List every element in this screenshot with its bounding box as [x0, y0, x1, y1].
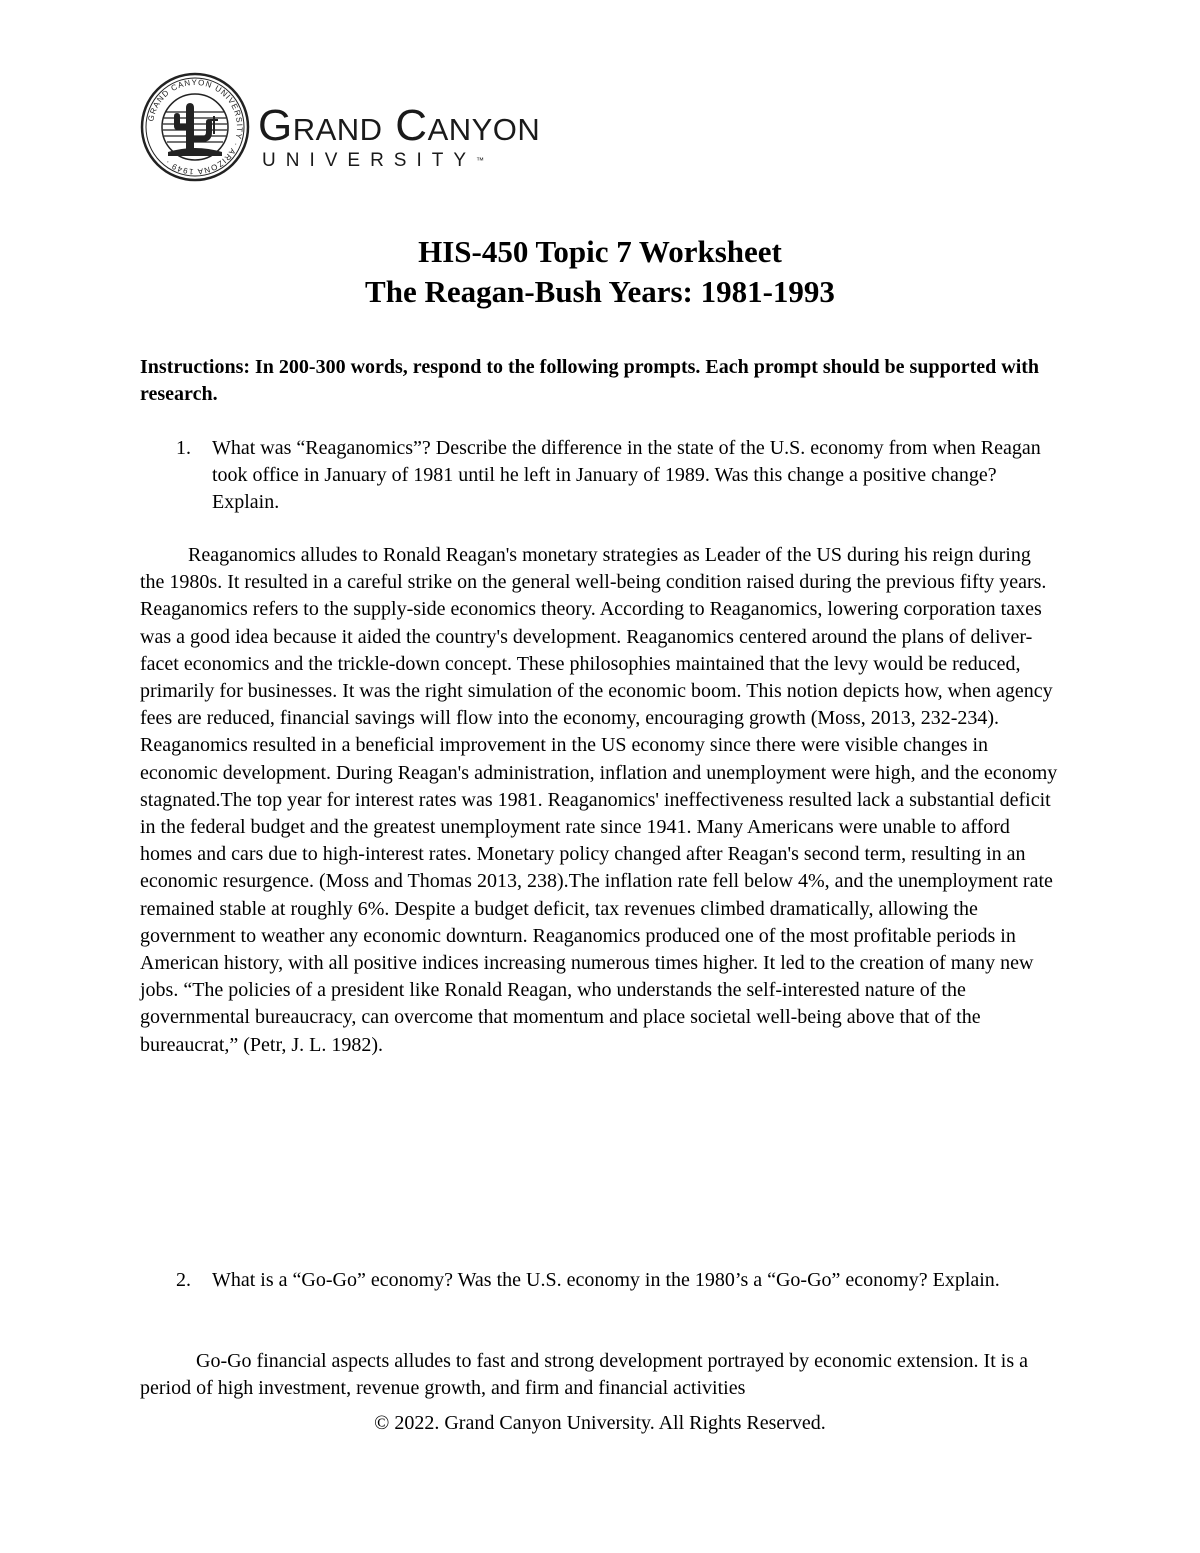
university-name: Grand Canyon: [258, 101, 541, 150]
question-text: What is a “Go-Go” economy? Was the U.S. economy in the 1980’s a “Go-Go” economy? Explain.: [212, 1269, 1000, 1291]
question-text: What was “Reaganomics”? Describe the difference in the state of the U.S. economy from when Reagan took office in January of 1981 until he left in January of 1989. Was this change a positive change? Explain.: [212, 437, 1041, 513]
university-subtitle: UNIVERSITY™: [262, 150, 485, 171]
university-wordmark: [258, 102, 540, 172]
svg-text:GRAND CANYON UNIVERSITY · ARIZ: GRAND CANYON UNIVERSITY · ARIZONA 1949 ·: [146, 77, 245, 177]
copyright-footer: © 2022. Grand Canyon University. All Rights Reserved.: [374, 1412, 826, 1434]
question-2: [140, 1267, 1060, 1294]
question-1: [140, 435, 1060, 516]
worksheet-subtitle: The Reagan-Bush Years: 1981-1993: [365, 274, 835, 309]
university-logo: [140, 72, 640, 188]
university-seal-icon: [140, 72, 250, 182]
question-number: 2.: [176, 1269, 191, 1291]
title-block: [0, 232, 1200, 312]
answer-1: Reaganomics alludes to Ronald Reagan's monetary strategies as Leader of the US during his reign during the 1980s. It resulted in a careful strike on the general well-being condition raised during the previous fifty years. Reaganomics refers to the supply-side economics theory. According to Reaganomics, lowering corporation taxes was a good idea because it aided the country's development. Reaganomics centered around the plans of deliver-facet economics and the trickle-down concept. These philosophies maintained that the levy would be reduced, primarily for businesses. It was the right simulation of the economic boom. This notion depicts how, when agency fees are reduced, financial savings will flow into the economy, encouraging growth (Moss, 2013, 232-234). Reaganomics resulted in a beneficial improvement in the US economy since there were visible changes in economic development. During Reagan's administration, inflation and unemployment were high, and the economy stagnated.The top year for interest rates was 1981. Reaganomics' ineffectiveness resulted lack a substantial deficit in the federal budget and the greatest unemployment rate since 1941. Many Americans were unable to afford homes and cars due to high-interest rates. Monetary policy changed after Reagan's second term, resulting in an economic resurgence. (Moss and Thomas 2013, 238).The inflation rate fell below 4%, and the unemployment rate remained stable at roughly 6%. Despite a budget deficit, tax revenues climbed dramatically, allowing the government to weather any economic downturn. Reaganomics produced one of the most profitable periods in American history, with all positive indices increasing numerous times higher. It led to the creation of many new jobs. “The policies of a president like Ronald Reagan, who understands the self-interested nature of the governmental bureaucracy, can overcome that momentum and place societal well-being above that of the bureaucrat,” (Petr, J. L. 1982).: [140, 544, 1058, 1056]
question-number: 1.: [176, 437, 191, 459]
worksheet-title: HIS-450 Topic 7 Worksheet: [418, 234, 782, 269]
answer-2: Go-Go financial aspects alludes to fast and strong development portrayed by economic extension. It is a period of high investment, revenue growth, and firm and financial activities: [140, 1350, 1028, 1400]
instructions: Instructions: In 200-300 words, respond to the following prompts. Each prompt should be supported with research.: [140, 356, 1040, 405]
trademark-mark: ™: [476, 156, 485, 165]
